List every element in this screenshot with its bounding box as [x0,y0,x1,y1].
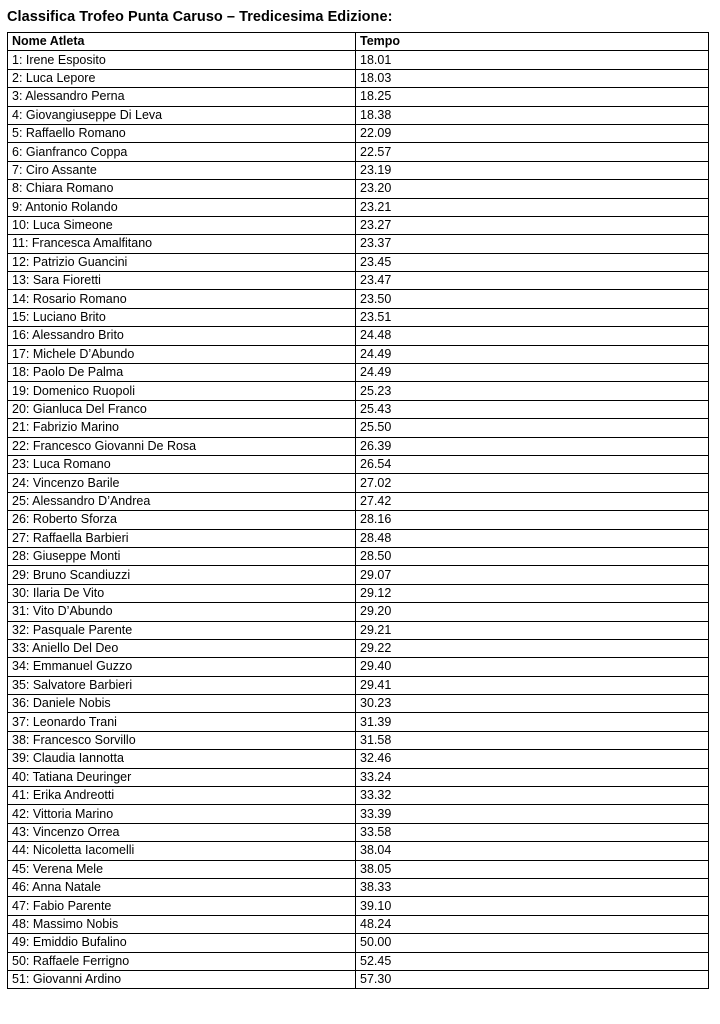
time-cell: 26.54 [356,455,709,473]
athlete-name-cell: 18: Paolo De Palma [8,364,356,382]
athlete-name-cell: 50: Raffaele Ferrigno [8,952,356,970]
table-row [8,382,709,400]
table-row [8,823,709,841]
athlete-name-cell: 11: Francesca Amalfitano [8,235,356,253]
table-row [8,88,709,106]
athlete-name-cell: 26: Roberto Sforza [8,511,356,529]
time-cell: 38.33 [356,878,709,896]
athlete-name-cell: 38: Francesco Sorvillo [8,731,356,749]
table-row [8,345,709,363]
table-row [8,290,709,308]
time-cell: 23.45 [356,253,709,271]
table-row [8,878,709,896]
time-cell: 23.37 [356,235,709,253]
results-body [8,51,709,989]
table-row [8,492,709,510]
table-row [8,216,709,234]
table-row [8,750,709,768]
athlete-name-cell: 27: Raffaella Barbieri [8,529,356,547]
table-row [8,731,709,749]
time-cell: 25.50 [356,419,709,437]
time-cell: 29.12 [356,584,709,602]
table-row [8,805,709,823]
table-row [8,713,709,731]
table-row [8,842,709,860]
time-cell: 33.32 [356,787,709,805]
time-cell: 28.48 [356,529,709,547]
athlete-name-cell: 21: Fabrizio Marino [8,419,356,437]
time-cell: 22.57 [356,143,709,161]
time-cell: 23.50 [356,290,709,308]
time-cell: 18.25 [356,88,709,106]
athlete-name-cell: 22: Francesco Giovanni De Rosa [8,437,356,455]
athlete-name-cell: 31: Vito D’Abundo [8,603,356,621]
time-cell: 24.49 [356,345,709,363]
table-row [8,198,709,216]
time-cell: 30.23 [356,695,709,713]
table-row [8,106,709,124]
athlete-name-cell: 37: Leonardo Trani [8,713,356,731]
athlete-name-cell: 46: Anna Natale [8,878,356,896]
time-cell: 29.22 [356,639,709,657]
time-cell: 25.43 [356,400,709,418]
table-row [8,676,709,694]
athlete-name-cell: 4: Giovangiuseppe Di Leva [8,106,356,124]
time-cell: 33.58 [356,823,709,841]
table-row [8,970,709,988]
table-row [8,124,709,142]
time-cell: 22.09 [356,124,709,142]
athlete-name-cell: 41: Erika Andreotti [8,787,356,805]
athlete-name-cell: 35: Salvatore Barbieri [8,676,356,694]
table-row [8,364,709,382]
athlete-name-cell: 44: Nicoletta Iacomelli [8,842,356,860]
table-row [8,400,709,418]
table-row [8,51,709,69]
athlete-name-cell: 51: Giovanni Ardino [8,970,356,988]
table-row [8,69,709,87]
athlete-name-cell: 5: Raffaello Romano [8,124,356,142]
time-cell: 24.49 [356,364,709,382]
athlete-name-cell: 34: Emmanuel Guzzo [8,658,356,676]
time-cell: 31.58 [356,731,709,749]
table-row [8,952,709,970]
time-cell: 18.03 [356,69,709,87]
table-row [8,437,709,455]
table-row [8,897,709,915]
athlete-name-cell: 19: Domenico Ruopoli [8,382,356,400]
athlete-name-cell: 30: Ilaria De Vito [8,584,356,602]
time-cell: 29.40 [356,658,709,676]
table-row [8,639,709,657]
time-cell: 27.02 [356,474,709,492]
athlete-name-cell: 15: Luciano Brito [8,308,356,326]
time-cell: 26.39 [356,437,709,455]
table-row [8,695,709,713]
athlete-name-cell: 40: Tatiana Deuringer [8,768,356,786]
time-cell: 48.24 [356,915,709,933]
athlete-name-cell: 14: Rosario Romano [8,290,356,308]
time-cell: 52.45 [356,952,709,970]
athlete-name-cell: 43: Vincenzo Orrea [8,823,356,841]
results-table [7,32,709,989]
time-cell: 33.24 [356,768,709,786]
time-cell: 33.39 [356,805,709,823]
time-cell: 29.20 [356,603,709,621]
athlete-name-cell: 3: Alessandro Perna [8,88,356,106]
athlete-name-cell: 6: Gianfranco Coppa [8,143,356,161]
athlete-name-cell: 25: Alessandro D’Andrea [8,492,356,510]
time-cell: 24.48 [356,327,709,345]
athlete-name-cell: 1: Irene Esposito [8,51,356,69]
table-row [8,787,709,805]
table-row [8,584,709,602]
athlete-name-cell: 12: Patrizio Guancini [8,253,356,271]
athlete-name-cell: 2: Luca Lepore [8,69,356,87]
athlete-name-cell: 10: Luca Simeone [8,216,356,234]
time-cell: 50.00 [356,934,709,952]
athlete-name-cell: 39: Claudia Iannotta [8,750,356,768]
table-row [8,603,709,621]
time-cell: 38.04 [356,842,709,860]
table-row [8,934,709,952]
athlete-name-cell: 8: Chiara Romano [8,180,356,198]
time-cell: 23.20 [356,180,709,198]
table-row [8,235,709,253]
time-cell: 23.51 [356,308,709,326]
table-row [8,474,709,492]
athlete-name-cell: 29: Bruno Scandiuzzi [8,566,356,584]
time-cell: 18.38 [356,106,709,124]
athlete-name-cell: 49: Emiddio Bufalino [8,934,356,952]
table-row [8,161,709,179]
time-cell: 27.42 [356,492,709,510]
header-athlete-name: Nome Atleta [8,33,356,51]
time-cell: 29.21 [356,621,709,639]
athlete-name-cell: 17: Michele D’Abundo [8,345,356,363]
table-row [8,915,709,933]
table-row [8,180,709,198]
table-row [8,272,709,290]
time-cell: 29.41 [356,676,709,694]
time-cell: 23.47 [356,272,709,290]
table-row [8,547,709,565]
table-row [8,143,709,161]
athlete-name-cell: 33: Aniello Del Deo [8,639,356,657]
table-row [8,768,709,786]
table-row [8,529,709,547]
time-cell: 57.30 [356,970,709,988]
time-cell: 23.19 [356,161,709,179]
athlete-name-cell: 7: Ciro Assante [8,161,356,179]
time-cell: 39.10 [356,897,709,915]
athlete-name-cell: 28: Giuseppe Monti [8,547,356,565]
time-cell: 31.39 [356,713,709,731]
athlete-name-cell: 48: Massimo Nobis [8,915,356,933]
header-time: Tempo [356,33,709,51]
time-cell: 32.46 [356,750,709,768]
athlete-name-cell: 20: Gianluca Del Franco [8,400,356,418]
athlete-name-cell: 16: Alessandro Brito [8,327,356,345]
table-row [8,658,709,676]
table-row [8,566,709,584]
table-row [8,455,709,473]
page-title: Classifica Trofeo Punta Caruso – Tredicesima Edizione: [7,9,393,25]
athlete-name-cell: 9: Antonio Rolando [8,198,356,216]
table-row [8,308,709,326]
time-cell: 29.07 [356,566,709,584]
table-row [8,253,709,271]
athlete-name-cell: 45: Verena Mele [8,860,356,878]
time-cell: 38.05 [356,860,709,878]
table-row [8,419,709,437]
athlete-name-cell: 32: Pasquale Parente [8,621,356,639]
table-row [8,327,709,345]
athlete-name-cell: 24: Vincenzo Barile [8,474,356,492]
time-cell: 23.21 [356,198,709,216]
table-row [8,860,709,878]
table-header-row [8,33,709,51]
athlete-name-cell: 42: Vittoria Marino [8,805,356,823]
time-cell: 25.23 [356,382,709,400]
time-cell: 28.16 [356,511,709,529]
time-cell: 28.50 [356,547,709,565]
athlete-name-cell: 36: Daniele Nobis [8,695,356,713]
athlete-name-cell: 13: Sara Fioretti [8,272,356,290]
table-row [8,621,709,639]
athlete-name-cell: 47: Fabio Parente [8,897,356,915]
athlete-name-cell: 23: Luca Romano [8,455,356,473]
table-row [8,511,709,529]
time-cell: 23.27 [356,216,709,234]
time-cell: 18.01 [356,51,709,69]
